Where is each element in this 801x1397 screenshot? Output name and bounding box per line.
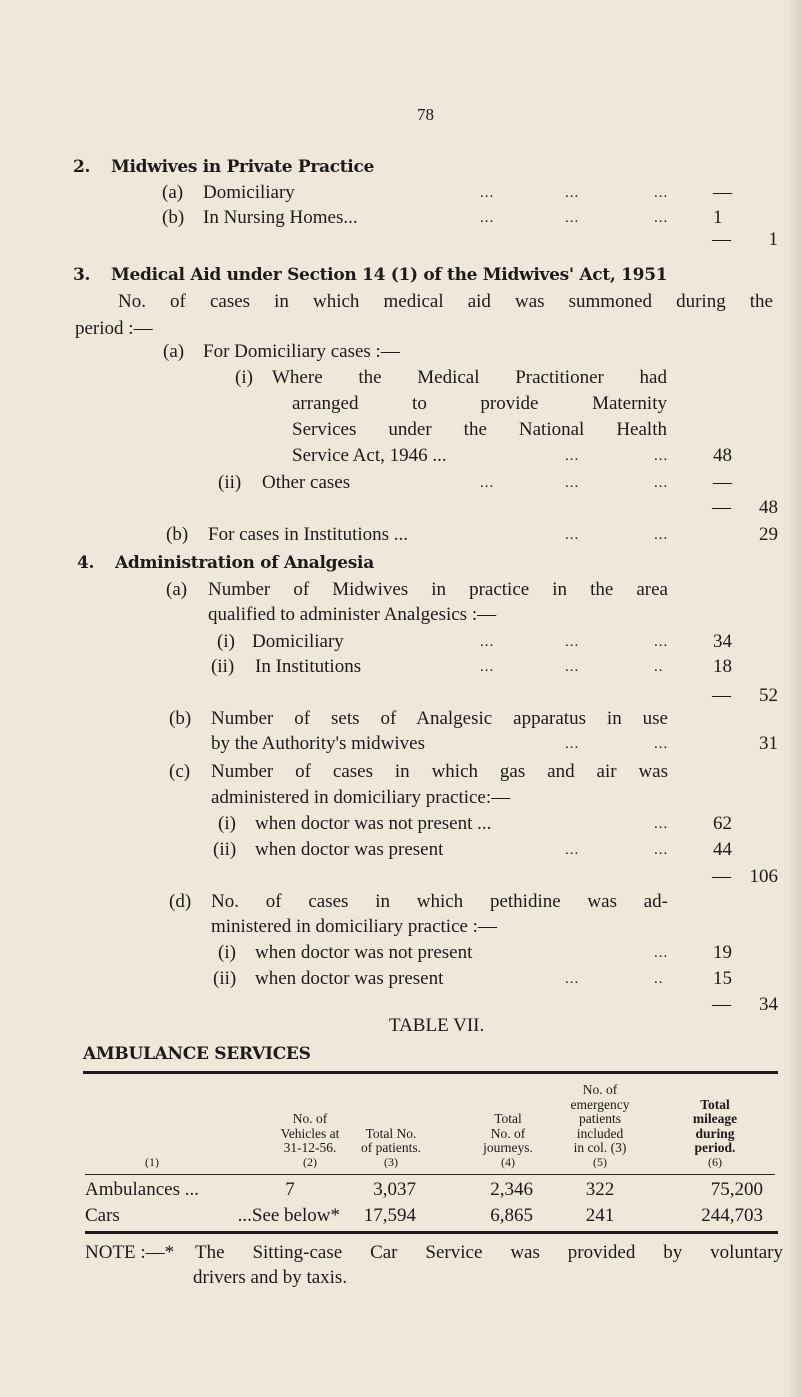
item-text: Number of Midwives in practice in the area xyxy=(208,579,668,600)
column-header-line: of patients. xyxy=(361,1140,421,1155)
item-text: ministered in domiciliary practice :— xyxy=(211,916,497,937)
section-title: Administration of Analgesia xyxy=(115,553,374,573)
note-label: NOTE :—* xyxy=(85,1242,175,1263)
item-text: For Domiciliary cases :— xyxy=(203,341,400,362)
item-label: (ii) xyxy=(213,968,237,989)
dot-leader: ... xyxy=(565,527,580,543)
item-text: No. of cases in which medical aid was summoned during the xyxy=(118,291,773,312)
total-journeys: 2,346 xyxy=(490,1179,533,1200)
note-text-line2: drivers and by taxis. xyxy=(193,1267,348,1288)
dot-leader: ... xyxy=(565,736,580,752)
section-number: 2. xyxy=(73,157,91,177)
dot-leader: ... xyxy=(565,475,580,491)
column-header-line: journeys. xyxy=(483,1140,533,1155)
total-mileage: 244,703 xyxy=(701,1205,763,1226)
item-label: (a) xyxy=(166,579,188,600)
dot-leader: ... xyxy=(654,842,669,858)
column-header-line: Total No. xyxy=(365,1125,417,1141)
item-label: (b) xyxy=(162,207,185,228)
subtotal-rule: — xyxy=(712,497,731,518)
column-header-line: in col. (3) xyxy=(573,1140,627,1155)
dot-leader: ... xyxy=(480,475,495,491)
item-label: (b) xyxy=(169,708,192,729)
item-total: 48 xyxy=(759,497,778,518)
item-text: when doctor was present xyxy=(255,968,444,989)
item-label: (i) xyxy=(235,367,253,388)
column-header-line: Total xyxy=(494,1111,522,1126)
dot-leader: ... xyxy=(565,971,580,987)
item-text: Number of cases in which gas and air was xyxy=(211,761,668,782)
vehicles-count: ...See below* xyxy=(237,1205,340,1226)
column-header-line: patients xyxy=(579,1111,621,1126)
item-label: (a) xyxy=(162,182,184,203)
item-text: when doctor was not present ... xyxy=(255,813,492,834)
item-text: by the Authority's midwives xyxy=(211,733,426,754)
dot-leader: ... xyxy=(654,475,669,491)
item-label: (ii) xyxy=(211,656,235,677)
table-bottom-rule xyxy=(85,1231,778,1234)
dot-leader: ... xyxy=(480,659,495,675)
item-value: — xyxy=(713,472,732,493)
column-header-line: No. of xyxy=(582,1082,618,1097)
dot-leader: ... xyxy=(480,210,495,226)
dot-leader: ... xyxy=(565,634,580,650)
item-text: Where the Medical Practitioner had xyxy=(272,367,667,388)
dot-leader: ... xyxy=(654,816,669,832)
total-journeys: 6,865 xyxy=(490,1205,533,1226)
subtotal-rule: — xyxy=(712,685,731,706)
total-patients: 3,037 xyxy=(373,1179,416,1200)
dot-leader: ... xyxy=(654,527,669,543)
item-text: Domiciliary xyxy=(203,182,295,203)
item-text: arranged to provide Maternity xyxy=(292,393,667,414)
subtotal-rule: — xyxy=(712,994,731,1015)
note-text-line1: The Sitting-case Car Service was provided by voluntary xyxy=(195,1242,783,1263)
item-text: period :— xyxy=(75,318,153,339)
dot-leader: ... xyxy=(654,634,669,650)
column-header-line: No. of xyxy=(292,1111,328,1126)
column-header-line: 31-12-56. xyxy=(283,1140,337,1155)
item-text: In Nursing Homes... xyxy=(203,207,358,228)
total-mileage: 75,200 xyxy=(710,1179,763,1200)
dot-leader: ... xyxy=(654,185,669,201)
dot-leader: ... xyxy=(565,659,580,675)
item-value: 15 xyxy=(713,968,732,989)
vehicle-type: Cars xyxy=(85,1205,120,1226)
dot-leader: ... xyxy=(480,634,495,650)
emergency-patients: 241 xyxy=(585,1205,615,1226)
column-header-line: during xyxy=(695,1125,735,1141)
column-header-line: period. xyxy=(694,1140,736,1155)
item-value: — xyxy=(713,182,732,203)
column-header-line: Total xyxy=(700,1096,730,1112)
item-value: 19 xyxy=(713,942,732,963)
emergency-patients: 322 xyxy=(585,1179,615,1200)
item-text: Other cases xyxy=(262,472,351,493)
section-title: Medical Aid under Section 14 (1) of the Midwives' Act, 1951 xyxy=(111,265,668,285)
item-total: 52 xyxy=(759,685,778,706)
dot-leader: ... xyxy=(565,842,580,858)
column-number: (5) xyxy=(593,1155,607,1169)
item-text: Domiciliary xyxy=(252,631,344,652)
item-label: (d) xyxy=(169,891,192,912)
dot-leader: ... xyxy=(654,448,669,464)
subtotal-rule: — xyxy=(712,229,731,250)
item-label: (i) xyxy=(218,942,236,963)
vehicle-type: Ambulances ... xyxy=(85,1179,199,1200)
item-total: 31 xyxy=(759,733,778,754)
item-total: 34 xyxy=(759,994,778,1015)
item-label: (i) xyxy=(218,813,236,834)
item-label: (a) xyxy=(163,341,185,362)
item-text: administered in domiciliary practice:— xyxy=(211,787,511,808)
item-label: (c) xyxy=(169,761,191,782)
table-top-rule xyxy=(83,1071,778,1074)
column-number: (2) xyxy=(303,1155,317,1169)
dot-leader: ... xyxy=(565,210,580,226)
item-label: (ii) xyxy=(213,839,237,860)
item-label: (ii) xyxy=(218,472,242,493)
column-number: (4) xyxy=(501,1155,515,1169)
vehicles-count: 7 xyxy=(285,1179,295,1200)
section-number: 3. xyxy=(73,265,91,285)
column-header-line: emergency xyxy=(570,1096,630,1112)
item-value: 62 xyxy=(713,813,732,834)
item-text: Number of sets of Analgesic apparatus in use xyxy=(211,708,668,729)
section-title: Midwives in Private Practice xyxy=(111,157,375,177)
item-text: qualified to administer Analgesics :— xyxy=(208,604,497,625)
item-value: 44 xyxy=(713,839,732,860)
item-text: when doctor was present xyxy=(255,839,444,860)
dot-leader: .. xyxy=(654,971,664,987)
column-number: (3) xyxy=(384,1155,398,1169)
dot-leader: ... xyxy=(654,736,669,752)
column-number: (6) xyxy=(708,1155,722,1169)
dot-leader: ... xyxy=(565,185,580,201)
item-label: (b) xyxy=(166,524,189,545)
item-value: 48 xyxy=(713,445,732,466)
subtotal-rule: — xyxy=(712,866,731,887)
item-total: 106 xyxy=(749,866,778,887)
column-header-line: mileage xyxy=(692,1111,738,1126)
item-text: For cases in Institutions ... xyxy=(208,524,409,545)
table-header-rule xyxy=(85,1174,775,1175)
item-total: 29 xyxy=(759,524,778,545)
item-text: In Institutions xyxy=(255,656,362,677)
column-header-line: included xyxy=(576,1125,624,1141)
table-caption: TABLE VII. xyxy=(389,1015,485,1036)
column-header-line: Vehicles at xyxy=(280,1125,340,1141)
item-label: (i) xyxy=(217,631,235,652)
item-total: 1 xyxy=(768,229,778,250)
dot-leader: ... xyxy=(480,185,495,201)
item-value: 34 xyxy=(713,631,732,652)
dot-leader: .. xyxy=(654,659,664,675)
item-text: No. of cases in which pethidine was ad- xyxy=(211,891,668,912)
section-number: 4. xyxy=(77,553,95,573)
dot-leader: ... xyxy=(654,945,669,961)
item-text: Service Act, 1946 ... xyxy=(292,445,447,466)
page-edge-shadow xyxy=(787,0,801,1397)
column-header-line: No. of xyxy=(490,1125,526,1141)
item-value: 18 xyxy=(713,656,732,677)
item-text: when doctor was not present xyxy=(255,942,473,963)
dot-leader: ... xyxy=(565,448,580,464)
item-value: 1 xyxy=(713,207,723,228)
item-text: Services under the National Health xyxy=(292,419,667,440)
table-title: AMBULANCE SERVICES xyxy=(83,1044,311,1064)
column-number: (1) xyxy=(145,1155,159,1169)
dot-leader: ... xyxy=(654,210,669,226)
page-number: 78 xyxy=(417,105,434,124)
total-patients: 17,594 xyxy=(363,1205,416,1226)
